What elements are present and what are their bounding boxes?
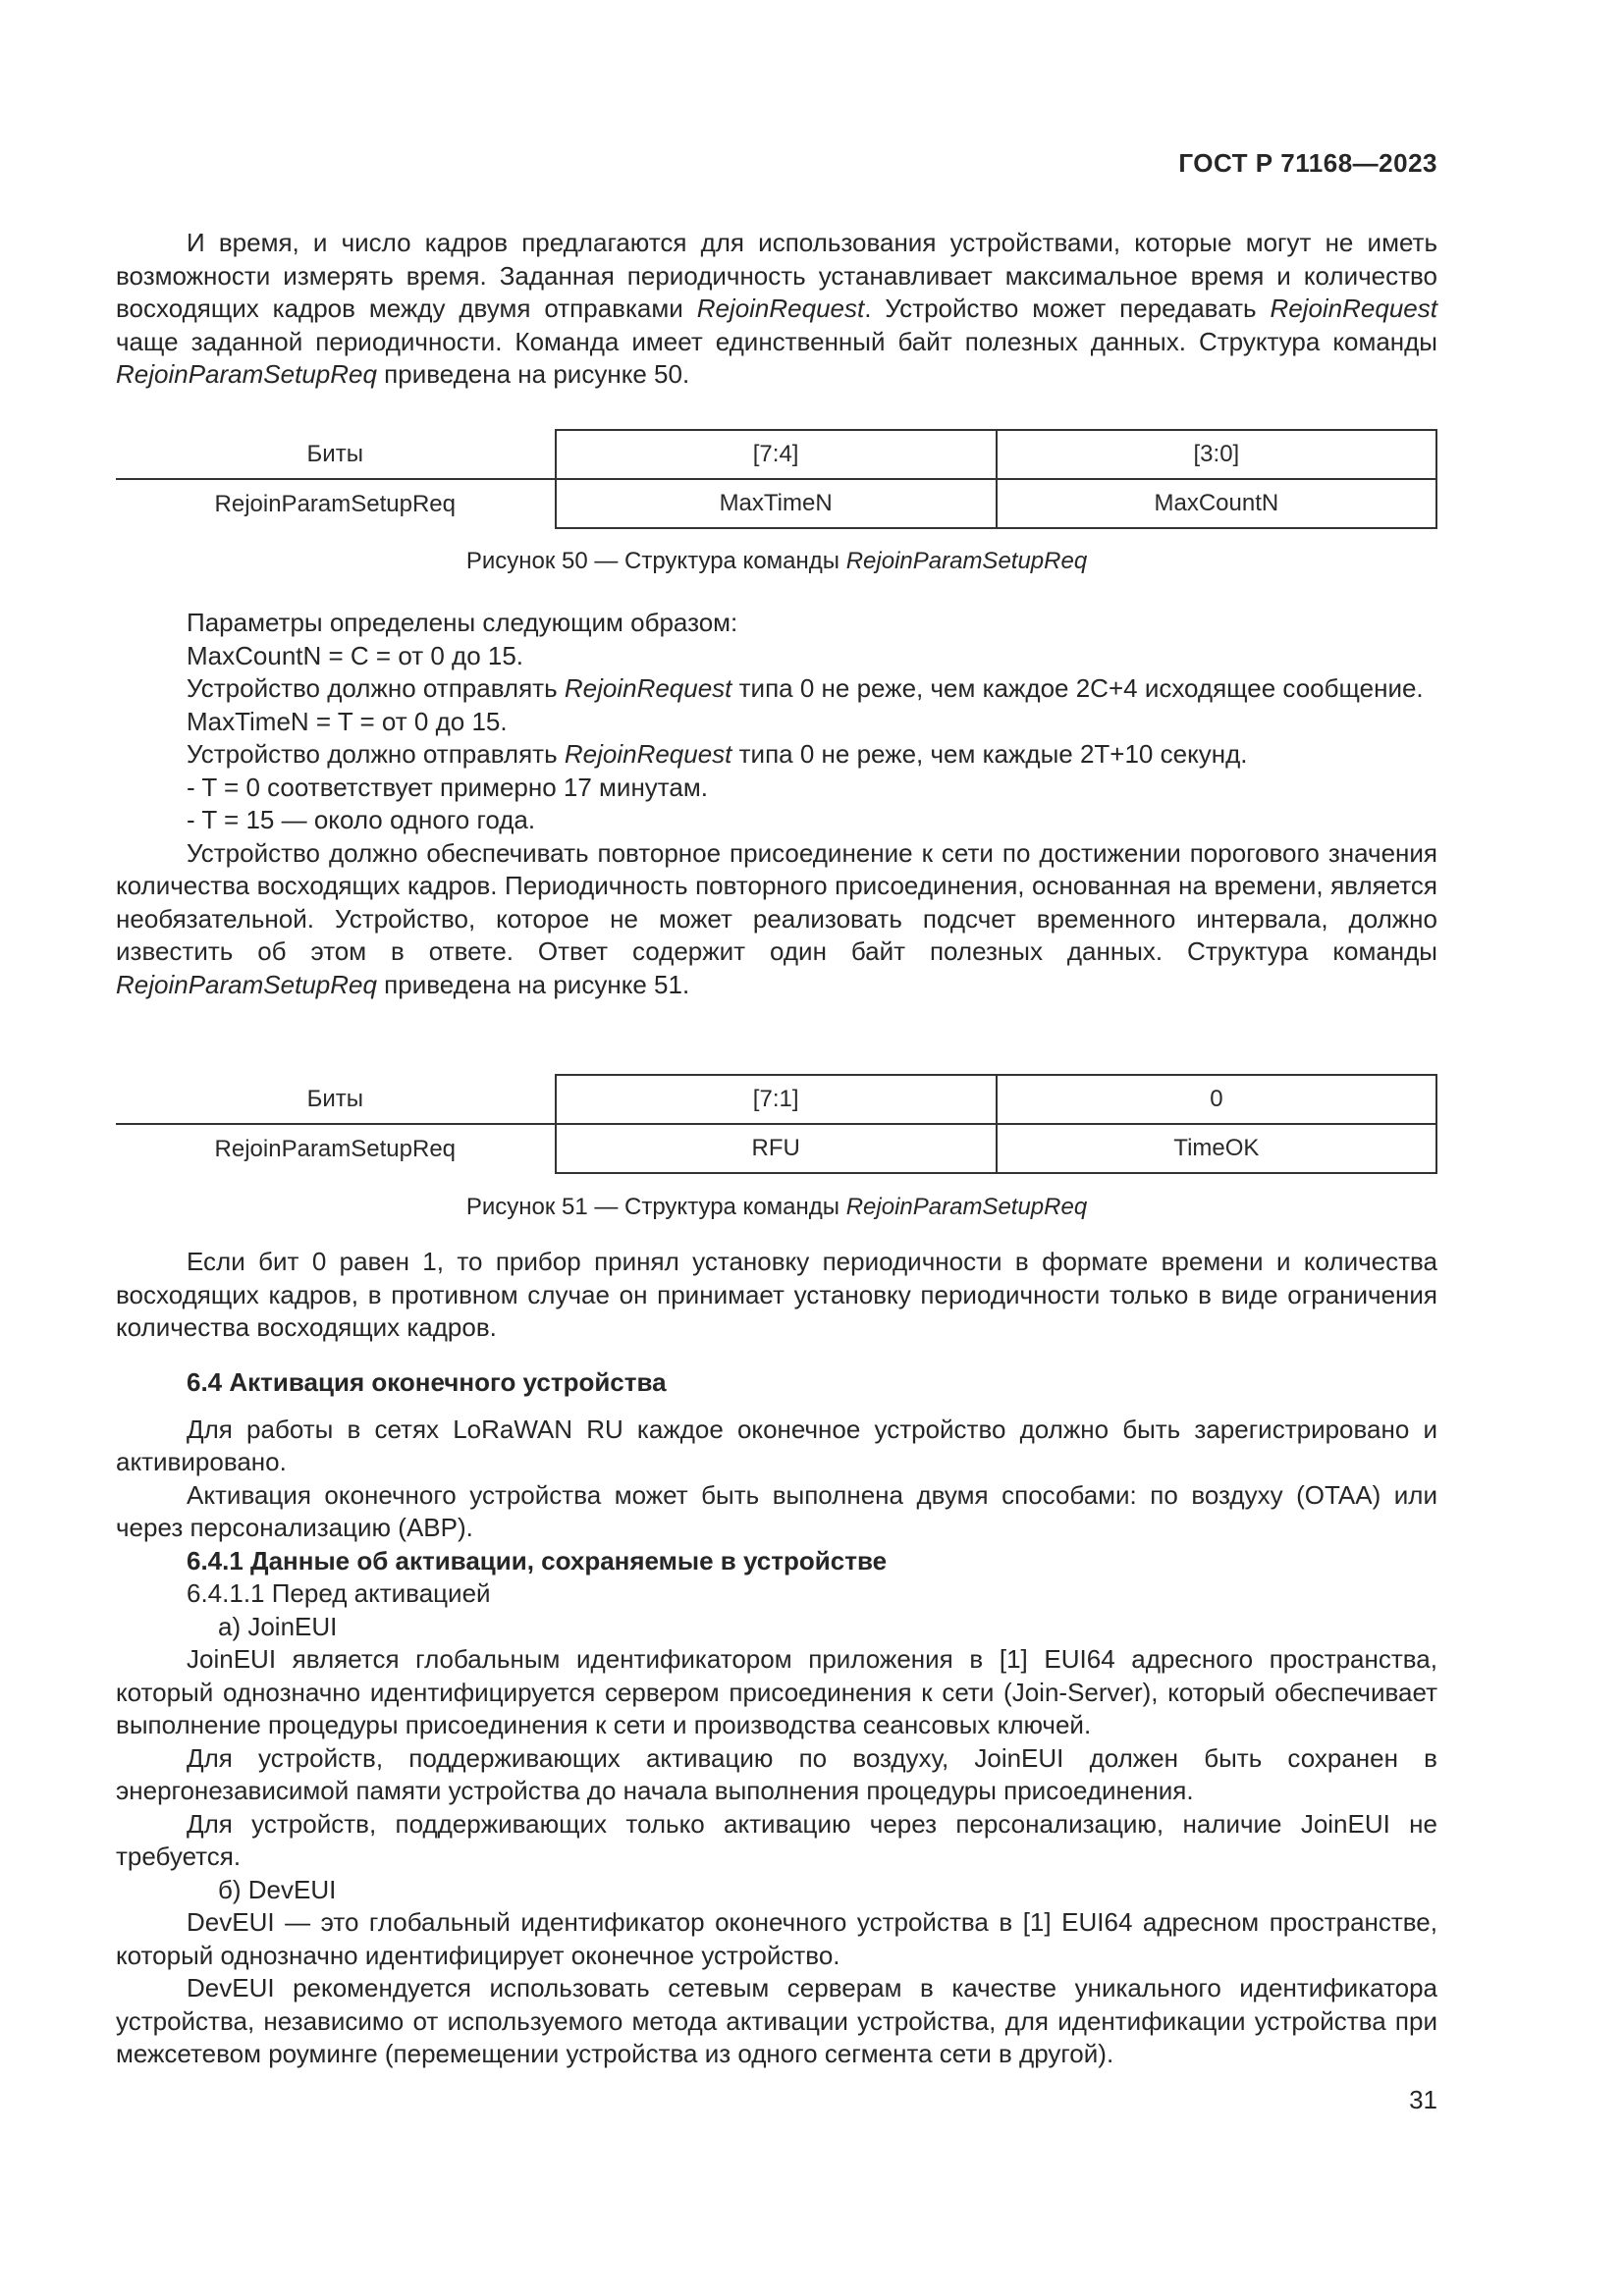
figure-50-table xyxy=(116,429,1437,529)
section-heading: 6.4 Активация оконечного устройства xyxy=(187,1367,667,1397)
figure-51-caption: Рисунок 51 — Структура команды RejoinParamSetupReq xyxy=(465,1194,1088,1220)
subsubsection-heading: 6.4.1.1 Перед активацией xyxy=(187,1578,491,1608)
list-item: а) JoinEUI xyxy=(218,1611,338,1641)
figure-51-table xyxy=(116,1074,1437,1174)
document-header: ГОСТ Р 71168—2023 xyxy=(1178,148,1437,178)
table-row: Биты [7:1] 0 xyxy=(116,1075,1436,1124)
subsection-heading: 6.4.1 Данные об активации, сохраняемые в устройстве xyxy=(187,1545,888,1575)
table-row: RejoinParamSetupReq RFU TimeOK xyxy=(116,1124,1436,1173)
list-item: б) DevEUI xyxy=(218,1874,337,1904)
page-number: 31 xyxy=(1409,2085,1437,2114)
bit0-paragraph: Если бит 0 равен 1, то прибор принял установку периодичности в формате времени и количества восходящих кадров, в противном случае он принимает установку периодичности только в виде ограничения количества восходящих кадров. xyxy=(116,1247,1437,1342)
table-row: RejoinParamSetupReq MaxTimeN MaxCountN xyxy=(116,479,1436,528)
intro-paragraph: И время, и число кадров предлагаются для использования устройствами, которые могут не иметь возможности измерять время. Заданная периодичность устанавливает максимальное время и количество восходящих кадров между двумя отправками RejoinRequest. Устройство может передавать RejoinRequest чаще заданной периодичности. Команда имеет единственный байт полезных данных. Структура команды RejoinParamSetupReq приведена на рисунке 50. xyxy=(116,228,1437,389)
parameters-section: Параметры определены следующим образом: MaxCountN = C = от 0 до 15. Устройство должно отправлять RejoinRequest типа 0 не реже, чем каждое 2C+4 исходящее сообщение. MaxTimeN = T = от 0 до 15. Устройство должно отправлять RejoinRequest типа 0 не реже, чем каждые 2T+10 секунд. - T = 0 соответствует примерно 17 минутам. - T = 15 — около одного года. Устройство должно обеспечивать повторное присоединение к сети по достижении порогового значения количества восходящих кадров. Периодичность повторного присоединения, основанная на времени, является необязательной. Устройство, которое не может реализовать подсчет временного интервала, должно известить об этом в ответе. Ответ содержит один байт полезных данных. Структура команды RejoinParamSetupReq приведена на рисунке 51. xyxy=(116,608,1437,999)
table-row: Биты [7:4] [3:0] xyxy=(116,430,1436,479)
figure-50-caption: Рисунок 50 — Структура команды RejoinParamSetupReq xyxy=(465,548,1088,574)
section-6-4: 6.4 Активация оконечного устройства Для работы в сетях LoRaWAN RU каждое оконечное устройство должно быть зарегистрировано и активировано. Активация оконечного устройства может быть выполнена двумя способами: по воздуху (OTAA) или через персонализацию (ABP). 6.4.1 Данные об активации, сохраняемые в устройстве 6.4.1.1 Перед активацией а) JoinEUI JoinEUI является глобальным идентификатором приложения в [1] EUI64 адресного пространства, который однозначно идентифицируется сервером присоединения к сети (Join-Server), который обеспечивает выполнение процедуры присоединения к сети и производства сеансовых ключей. Для устройств, поддерживающих активацию по воздуху, JoinEUI должен быть сохранен в энергонезависимой памяти устройства до начала выполнения процедуры присоединения. Для устройств, поддерживающих только активацию через персонализацию, наличие JoinEUI не требуется. б) DevEUI DevEUI — это глобальный идентификатор оконечного устройства в [1] EUI64 адресном пространстве, который однозначно идентифицирует оконечное устройство. DevEUI рекомендуется использовать сетевым серверам в качестве уникального идентификатора устройства, независимо от используемого метода активации устройства, для идентификации устройства при межсетевом роуминге (перемещении устройства из одного сегмента сети в другой). xyxy=(116,1367,1437,2068)
